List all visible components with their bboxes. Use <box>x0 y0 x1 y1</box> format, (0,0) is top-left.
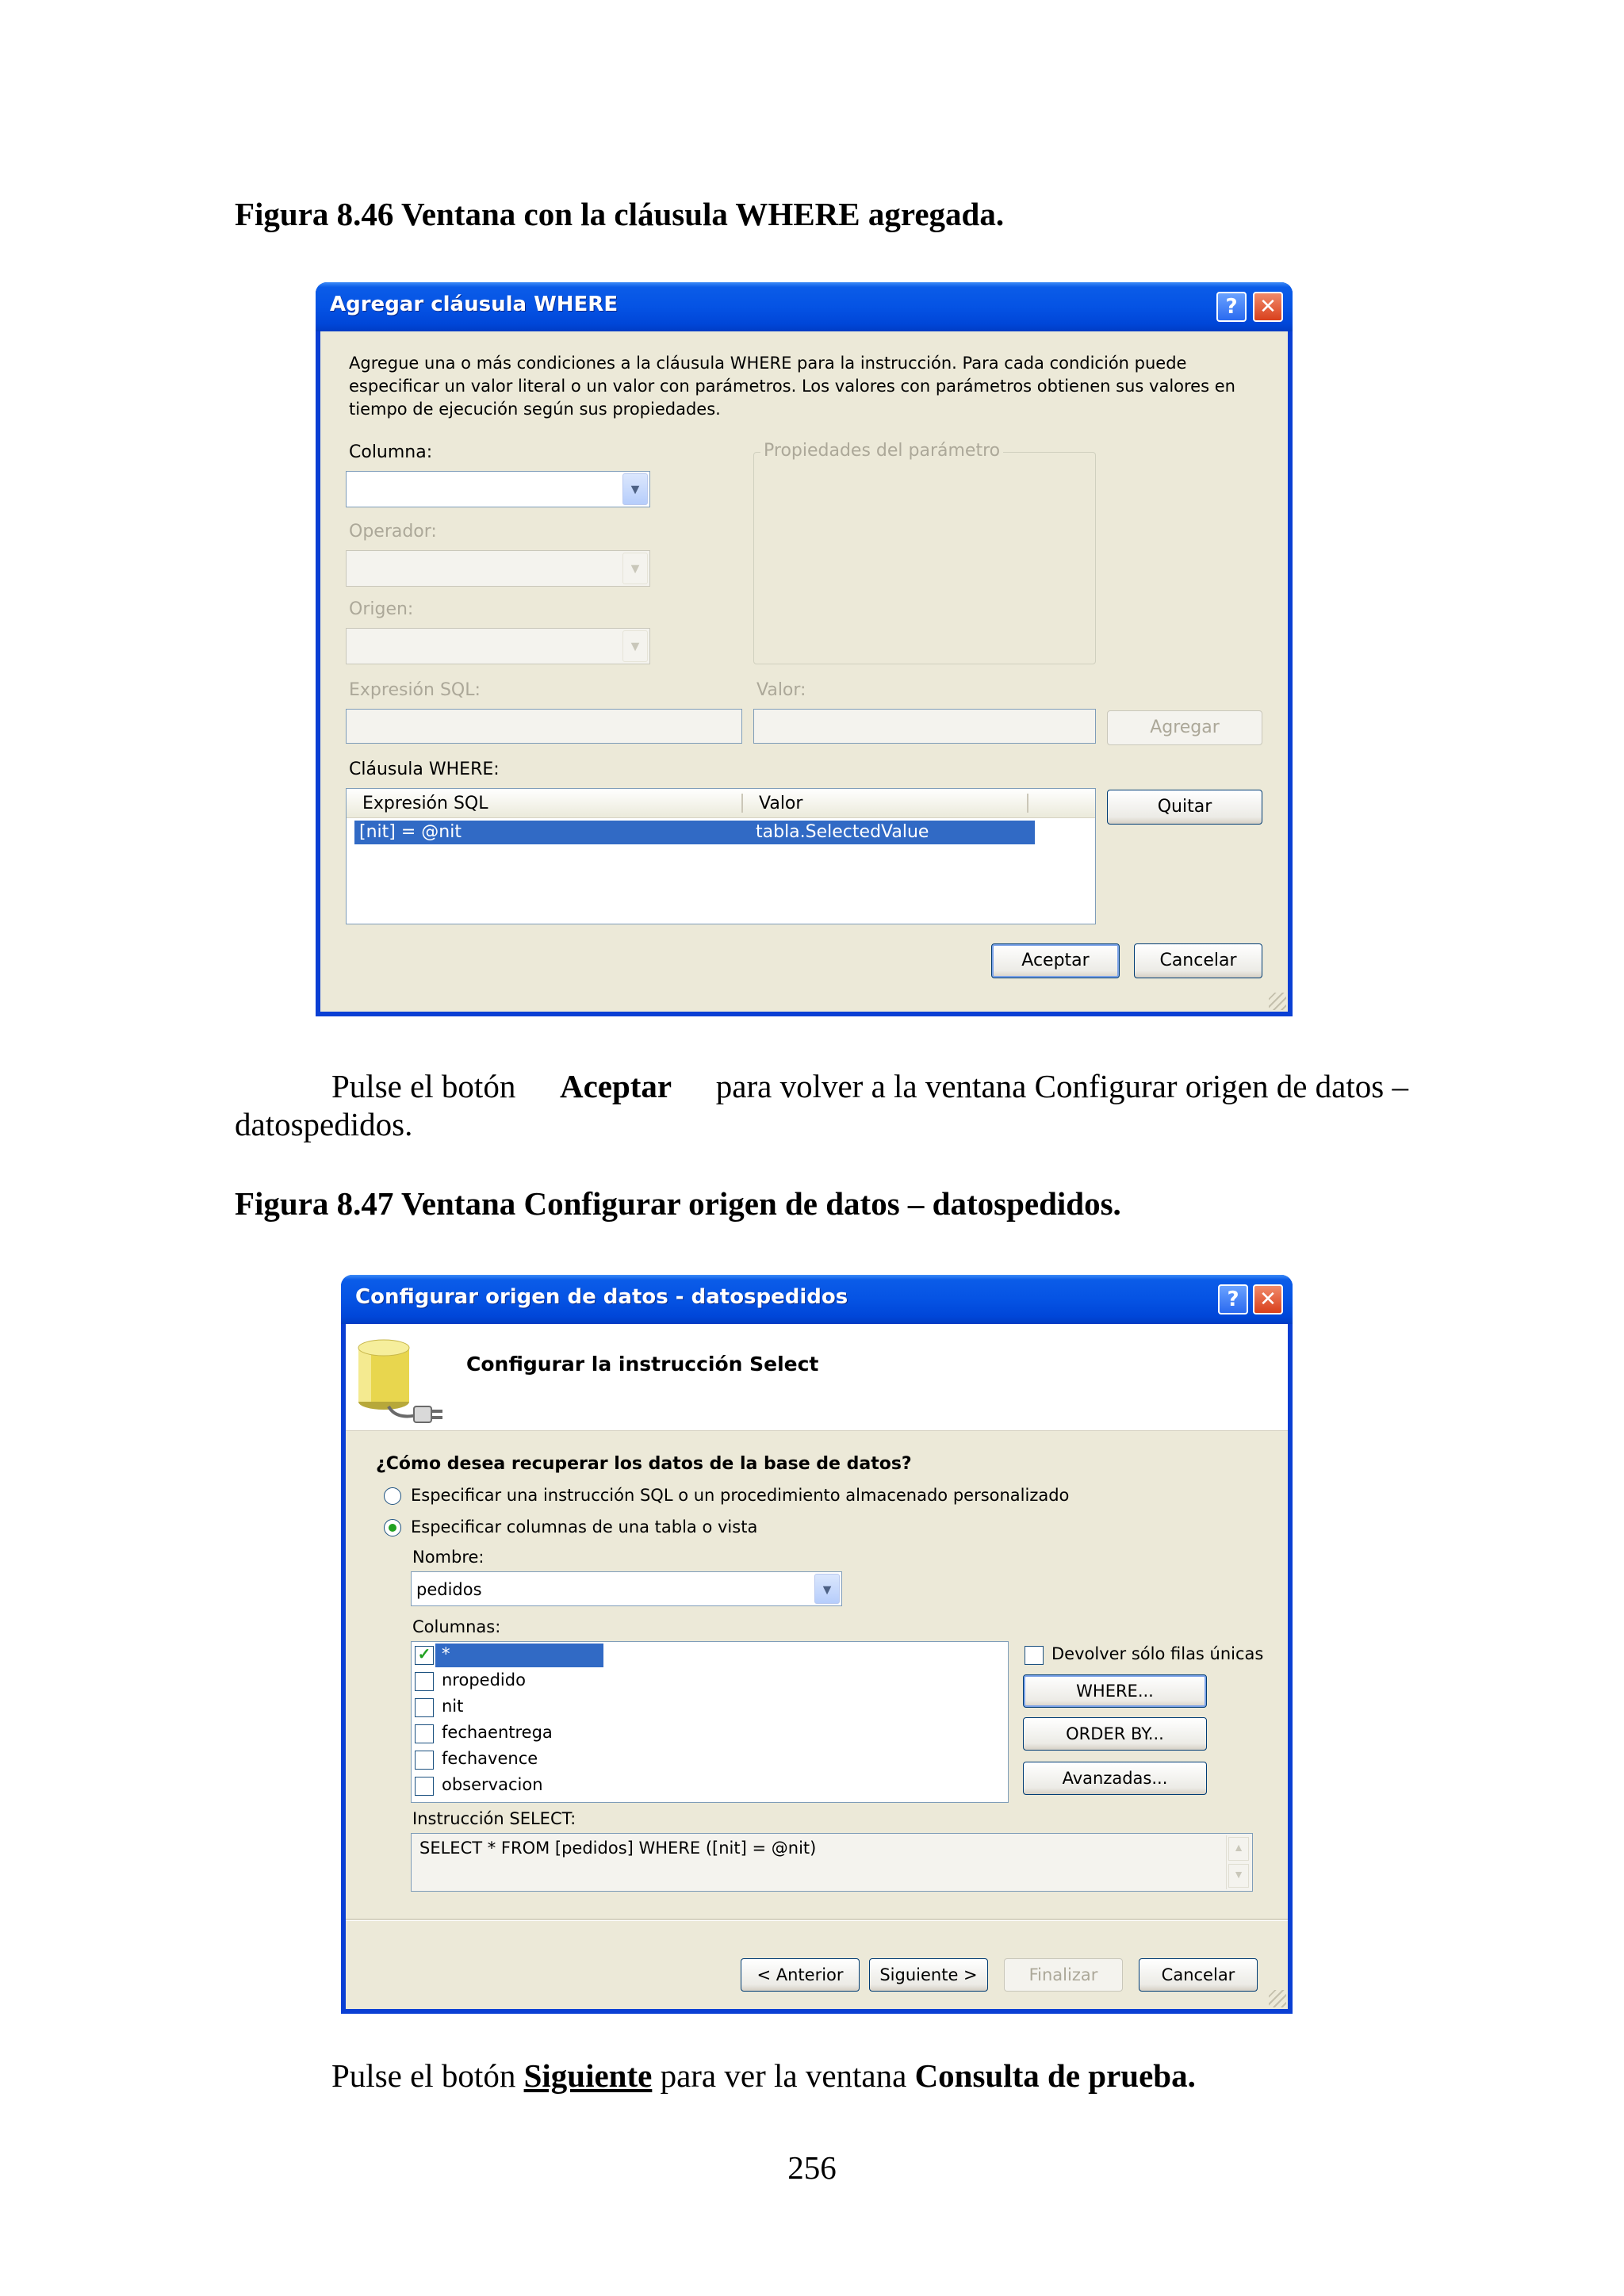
paragraph-text: Pulse el botón <box>331 1068 516 1104</box>
agregar-button[interactable]: Agregar <box>1107 710 1262 745</box>
clausula-label: Cláusula WHERE: <box>349 760 500 779</box>
wizard-header <box>346 1324 1288 1431</box>
dialog-title: Configurar origen de datos - datospedidos <box>355 1285 848 1309</box>
paragraph-line2: datospedidos. <box>235 1106 413 1142</box>
paragraph-line1 <box>235 1067 1408 1105</box>
column-checkbox[interactable] <box>415 1672 434 1691</box>
consulta-emphasis: Consulta de prueba. <box>914 2057 1196 2094</box>
origen-label: Origen: <box>349 599 414 619</box>
title-bar <box>316 282 1293 331</box>
figure-caption-8-46: Figura 8.46 Ventana con la cláusula WHERE agregada. <box>235 196 1005 232</box>
paragraph-siguiente <box>331 2057 1196 2095</box>
close-button[interactable]: ✕ <box>1253 1284 1283 1314</box>
propiedades-groupbox <box>753 441 1096 664</box>
order-by-button[interactable]: ORDER BY... <box>1023 1717 1207 1751</box>
help-button[interactable]: ? <box>1216 292 1247 322</box>
paragraph-aceptar <box>235 1067 1408 1143</box>
expresion-label: Expresión SQL: <box>349 680 481 700</box>
quitar-button[interactable]: Quitar <box>1107 790 1262 825</box>
scroll-down-icon[interactable]: ▼ <box>1228 1864 1249 1888</box>
column-item-label[interactable]: fechavence <box>442 1749 538 1768</box>
dialog-body <box>346 1324 1288 2009</box>
nombre-value: pedidos <box>416 1580 482 1599</box>
selected-row-highlight <box>435 1644 603 1667</box>
columna-label: Columna: <box>349 442 433 462</box>
column-item-label[interactable]: fechaentrega <box>442 1723 553 1742</box>
column-checkbox[interactable] <box>415 1751 434 1770</box>
column-checkbox[interactable] <box>415 1698 434 1717</box>
operador-label: Operador: <box>349 522 437 541</box>
expresion-input[interactable] <box>346 709 742 744</box>
chevron-down-icon[interactable]: ▼ <box>622 473 648 505</box>
finalizar-button[interactable]: Finalizar <box>1004 1958 1123 1992</box>
sql-statement-text: SELECT * FROM [pedidos] WHERE ([nit] = @nit) <box>419 1839 817 1858</box>
siguiente-button[interactable]: Siguiente > <box>869 1958 988 1992</box>
option-columns-label[interactable]: Especificar columnas de una tabla o vista <box>411 1517 758 1536</box>
column-checkbox[interactable]: ✓ <box>415 1646 434 1665</box>
cancelar-button[interactable]: Cancelar <box>1134 943 1262 978</box>
columna-combobox[interactable] <box>346 471 650 507</box>
figure-caption-8-47: Figura 8.47 Ventana Configurar origen de datos – datospedidos. <box>235 1185 1121 1222</box>
footer-divider <box>346 1919 1288 1921</box>
title-bar <box>341 1275 1293 1324</box>
configurar-dialog <box>341 1275 1293 2014</box>
close-button[interactable]: ✕ <box>1253 292 1283 322</box>
column-item-label[interactable]: nropedido <box>442 1670 526 1689</box>
intro-text-line2: especificar un valor literal o un valor con parámetros. Los valores con parámetros obtienen sus valores en <box>349 377 1235 396</box>
column-header-expresion[interactable]: Expresión SQL <box>362 794 488 813</box>
avanzadas-button[interactable]: Avanzadas... <box>1023 1762 1207 1795</box>
paragraph-text: para volver a la ventana Configurar origen de datos – <box>715 1068 1408 1104</box>
column-checkbox[interactable] <box>415 1777 434 1796</box>
column-item-label[interactable]: nit <box>442 1697 464 1716</box>
nombre-label: Nombre: <box>412 1548 485 1567</box>
help-button[interactable]: ? <box>1218 1284 1248 1314</box>
cancelar-button[interactable]: Cancelar <box>1139 1958 1258 1992</box>
resize-grip-icon[interactable] <box>1269 1990 1286 2007</box>
paragraph-text: Pulse el botón <box>331 2057 524 2094</box>
propiedades-label: Propiedades del parámetro <box>760 441 1003 461</box>
table-row[interactable] <box>354 821 1035 844</box>
intro-text-line1: Agregue una o más condiciones a la cláusula WHERE para la instrucción. Para cada condición puede <box>349 354 1187 373</box>
valor-input[interactable] <box>753 709 1096 744</box>
dialog-title: Agregar cláusula WHERE <box>330 293 619 316</box>
paragraph-text: para ver la ventana <box>652 2057 915 2094</box>
column-checkbox[interactable] <box>415 1724 434 1743</box>
aceptar-emphasis: Aceptar <box>559 1068 672 1104</box>
row-valor: tabla.SelectedValue <box>756 822 929 842</box>
sql-scrollbar[interactable] <box>1226 1835 1251 1889</box>
column-divider[interactable] <box>741 794 743 813</box>
scroll-up-icon[interactable]: ▲ <box>1228 1837 1249 1861</box>
database-icon <box>352 1334 449 1424</box>
column-divider[interactable] <box>1027 794 1028 813</box>
list-header <box>347 789 1095 818</box>
chevron-down-icon[interactable]: ▼ <box>814 1574 840 1604</box>
siguiente-emphasis: Siguiente <box>523 2057 653 2094</box>
chevron-down-icon: ▼ <box>622 630 648 662</box>
devolver-checkbox[interactable] <box>1025 1646 1044 1665</box>
wizard-header-title: Configurar la instrucción Select <box>466 1353 819 1376</box>
intro-text-line3: tiempo de ejecución según sus propiedades. <box>349 400 721 419</box>
where-clause-list[interactable] <box>346 788 1096 924</box>
radio-columns-option[interactable] <box>384 1519 401 1536</box>
page-number: 256 <box>787 2149 837 2186</box>
question-label: ¿Cómo desea recuperar los datos de la base de datos? <box>376 1454 912 1474</box>
operador-combobox[interactable] <box>346 550 650 587</box>
nombre-combobox[interactable] <box>411 1571 842 1606</box>
row-expresion: [nit] = @nit <box>359 822 462 842</box>
aceptar-button[interactable]: Aceptar <box>991 943 1120 978</box>
column-item-label[interactable]: * <box>442 1644 450 1663</box>
option-sql-label[interactable]: Especificar una instrucción SQL o un procedimiento almacenado personalizado <box>411 1486 1070 1505</box>
where-dialog <box>316 282 1293 1016</box>
dialog-body <box>320 331 1288 1012</box>
columns-checklist[interactable] <box>411 1641 1009 1803</box>
anterior-button[interactable]: < Anterior <box>741 1958 860 1992</box>
devolver-label[interactable]: Devolver sólo filas únicas <box>1051 1644 1264 1663</box>
valor-label: Valor: <box>756 680 806 700</box>
sql-statement-box[interactable] <box>411 1833 1253 1892</box>
origen-combobox[interactable] <box>346 628 650 664</box>
column-item-label[interactable]: observacion <box>442 1775 543 1794</box>
column-header-valor[interactable]: Valor <box>759 794 803 813</box>
resize-grip-icon[interactable] <box>1269 993 1286 1010</box>
instruccion-label: Instrucción SELECT: <box>412 1809 576 1828</box>
radio-sql-option[interactable] <box>384 1487 401 1505</box>
chevron-down-icon: ▼ <box>622 553 648 584</box>
where-button[interactable]: WHERE... <box>1023 1674 1207 1708</box>
radio-selected-dot <box>389 1524 396 1532</box>
columnas-label: Columnas: <box>412 1617 501 1636</box>
